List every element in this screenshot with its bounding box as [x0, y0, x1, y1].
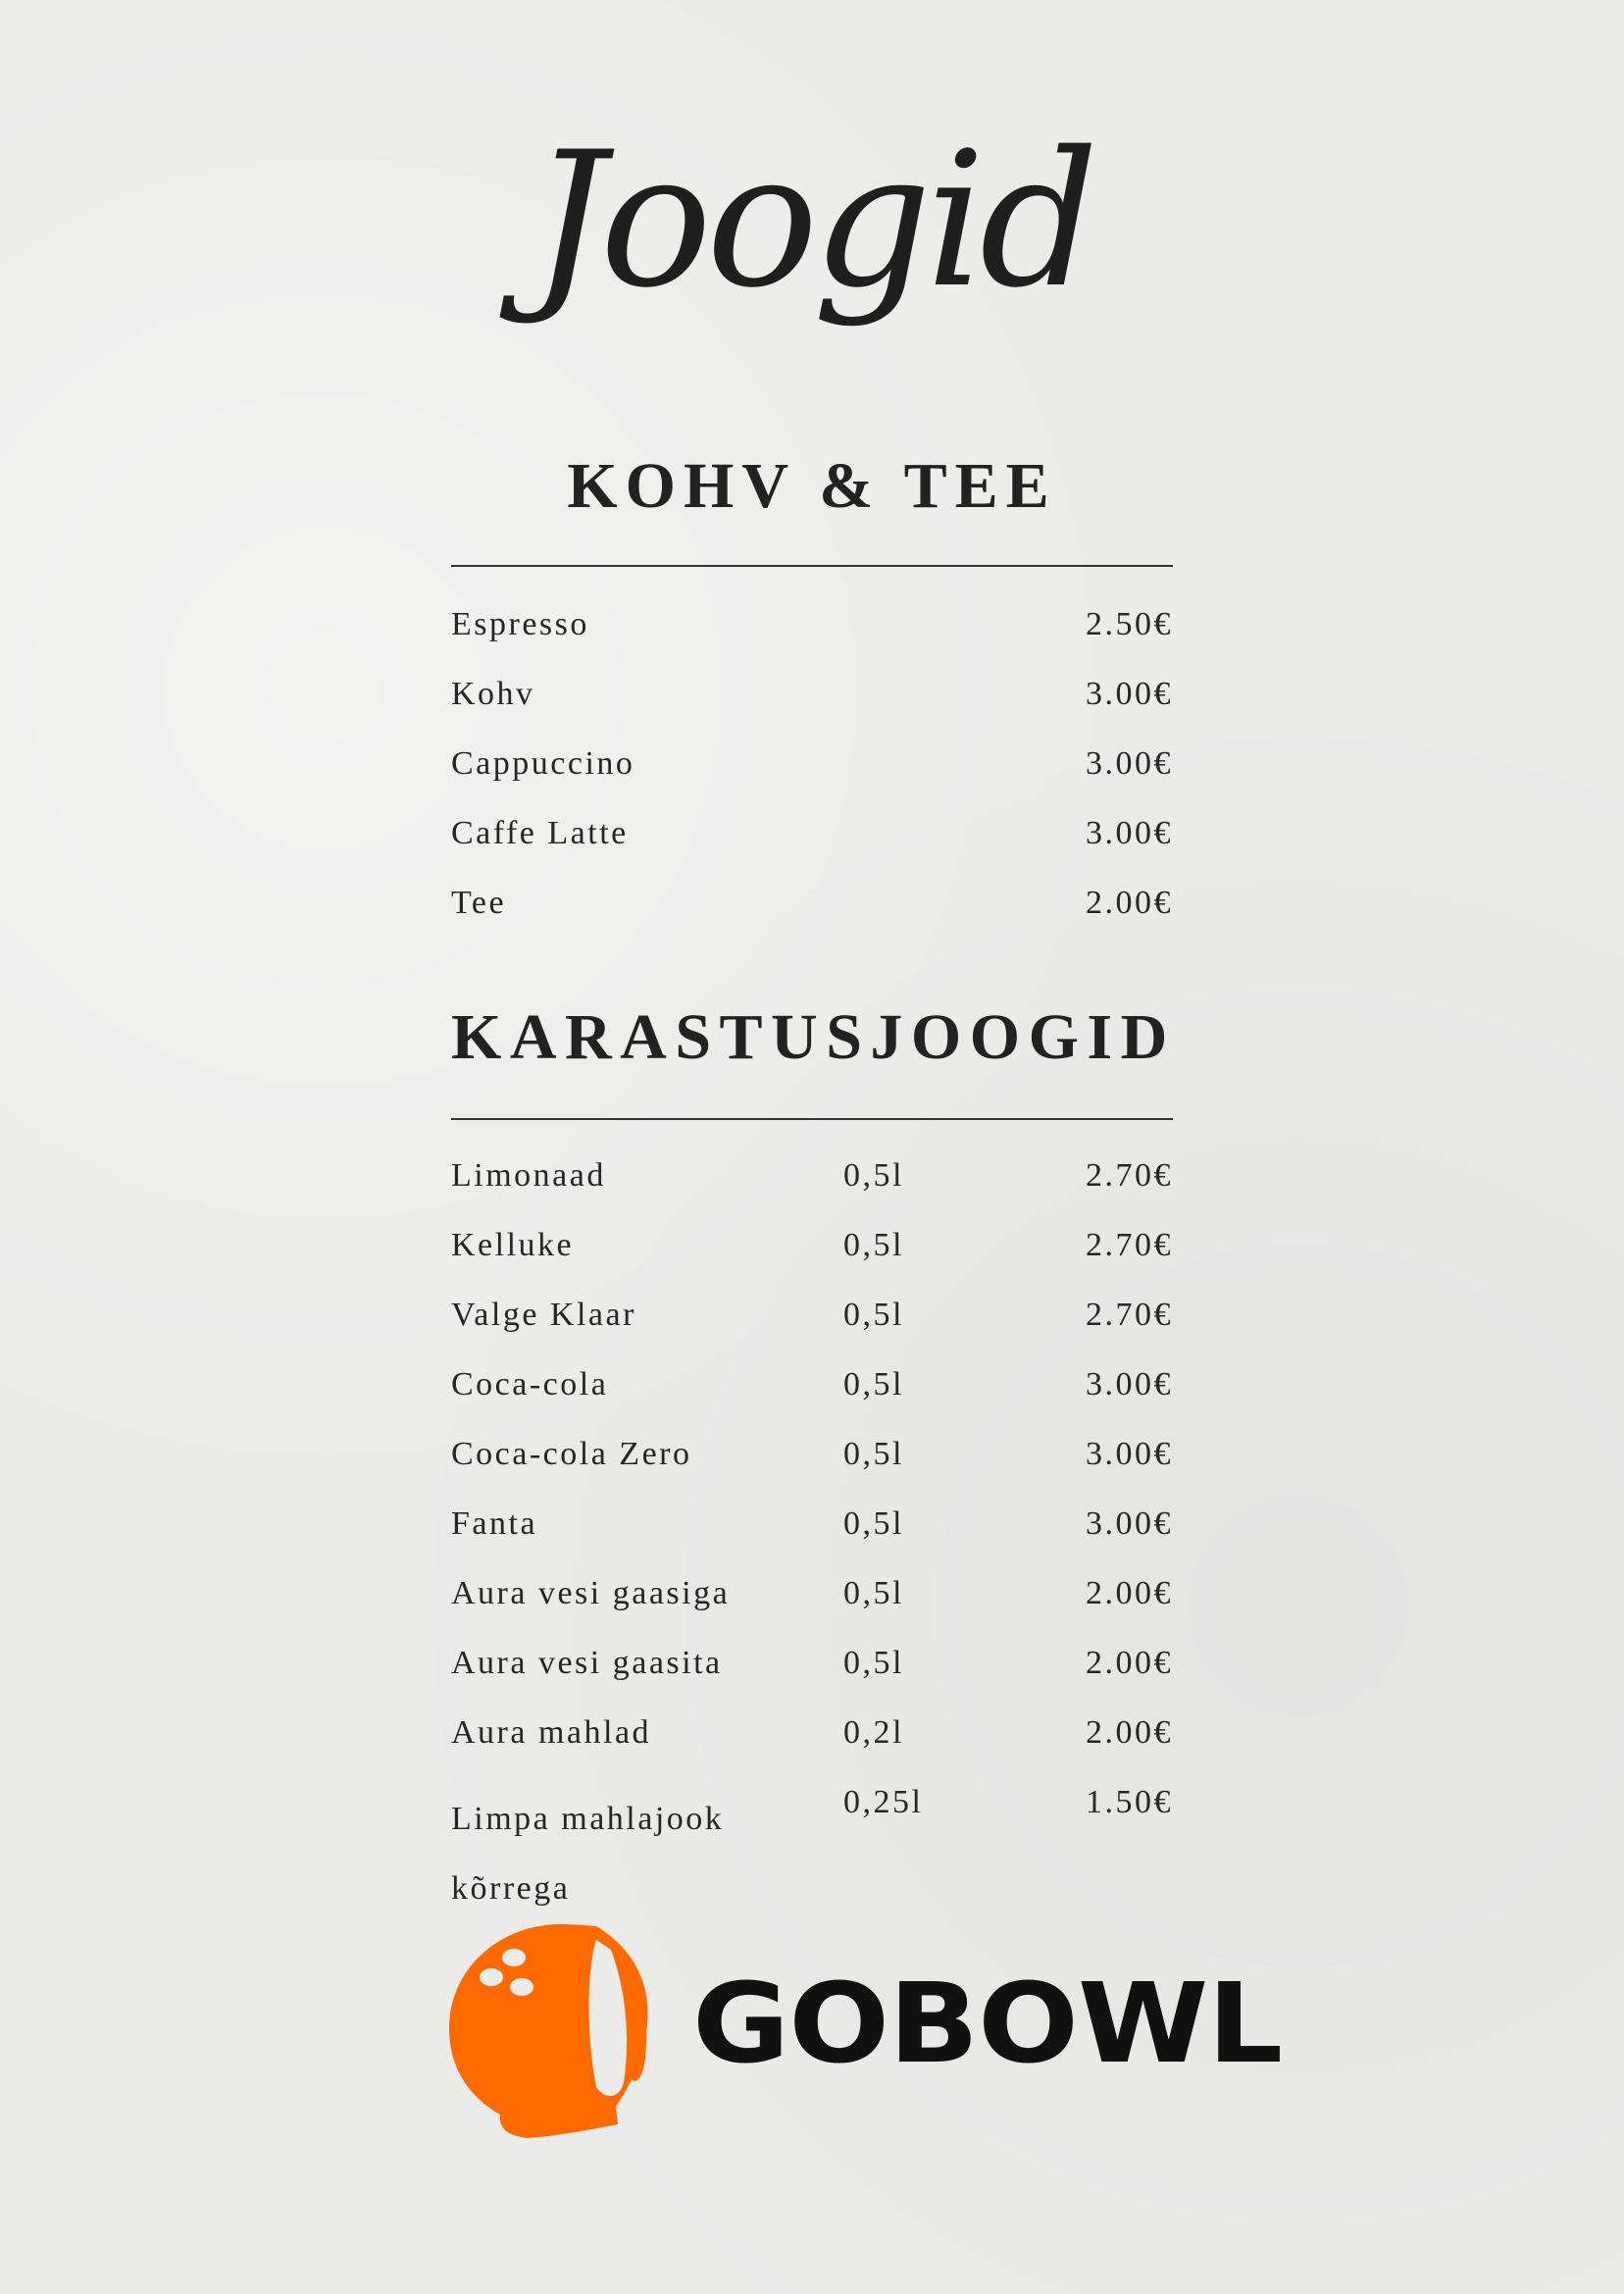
item-price: 2.00€ — [1086, 1575, 1173, 1611]
list-item — [451, 1645, 1173, 1714]
item-name: Valge Klaar — [451, 1297, 636, 1333]
item-name: Tee — [451, 885, 507, 921]
item-price: 2.00€ — [1086, 885, 1173, 921]
divider — [451, 1118, 1173, 1120]
item-name: Coca-cola Zero — [451, 1436, 692, 1472]
page-title-script — [531, 98, 1093, 363]
list-item — [451, 815, 1173, 885]
section-heading-soft-drinks: KARASTUSJOOGID — [451, 1001, 1176, 1073]
item-volume: 0,2l — [843, 1714, 904, 1751]
item-volume: 0,5l — [843, 1157, 904, 1194]
item-name: Limpa mahlajook kõrrega — [451, 1801, 725, 1907]
list-item — [451, 1505, 1173, 1575]
item-volume: 0,5l — [843, 1366, 904, 1402]
item-price: 2.00€ — [1086, 1714, 1173, 1751]
gobowl-logo — [449, 1920, 1283, 2142]
item-price: 2.70€ — [1086, 1157, 1173, 1194]
list-item — [451, 1436, 1173, 1505]
list-item — [451, 1714, 1173, 1784]
list-item — [451, 606, 1173, 676]
item-volume: 0,5l — [843, 1505, 904, 1542]
item-name: Coca-cola — [451, 1366, 609, 1402]
item-price: 3.00€ — [1086, 676, 1173, 712]
item-price: 3.00€ — [1086, 815, 1173, 851]
divider — [451, 565, 1173, 567]
item-name: Aura vesi gaasita — [451, 1645, 723, 1681]
list-item — [451, 1575, 1173, 1645]
coffee-tea-list — [451, 606, 1173, 954]
item-volume: 0,5l — [843, 1297, 904, 1333]
item-price: 3.00€ — [1086, 1505, 1173, 1542]
list-item — [451, 1157, 1173, 1227]
soft-drinks-list — [451, 1157, 1173, 1923]
item-price: 1.50€ — [1086, 1784, 1173, 1820]
item-name: Kohv — [451, 676, 535, 712]
item-volume: 0,5l — [843, 1645, 904, 1681]
item-name: Cappuccino — [451, 745, 635, 782]
item-volume: 0,5l — [843, 1436, 904, 1472]
page-title — [0, 98, 1624, 363]
item-name: Aura mahlad — [451, 1714, 652, 1751]
list-item — [451, 676, 1173, 745]
item-price: 3.00€ — [1086, 1366, 1173, 1402]
list-item — [451, 885, 1173, 954]
page-title-text: Joogid — [531, 112, 1093, 329]
item-volume: 0,5l — [843, 1575, 904, 1611]
item-price: 2.70€ — [1086, 1297, 1173, 1333]
item-name: Fanta — [451, 1505, 538, 1542]
item-name: Aura vesi gaasiga — [451, 1575, 731, 1611]
bowling-ball-logo-icon — [449, 1920, 655, 2142]
list-item — [451, 1784, 1173, 1923]
section-heading-coffee: KOHV & TEE — [567, 450, 1057, 522]
list-item — [451, 1297, 1173, 1366]
list-item — [451, 745, 1173, 815]
item-name: Limonaad — [451, 1157, 606, 1194]
item-price: 2.70€ — [1086, 1227, 1173, 1263]
item-name: Kelluke — [451, 1227, 575, 1263]
logo-wordmark: GOBOWL — [692, 1961, 1283, 2088]
item-name: Caffe Latte — [451, 815, 629, 851]
item-price: 3.00€ — [1086, 745, 1173, 782]
item-price: 2.50€ — [1086, 606, 1173, 642]
list-item — [451, 1366, 1173, 1436]
item-price: 2.00€ — [1086, 1645, 1173, 1681]
item-name: Espresso — [451, 606, 589, 642]
list-item — [451, 1227, 1173, 1297]
item-volume: 0,5l — [843, 1227, 904, 1263]
item-price: 3.00€ — [1086, 1436, 1173, 1472]
item-volume: 0,25l — [843, 1784, 924, 1820]
